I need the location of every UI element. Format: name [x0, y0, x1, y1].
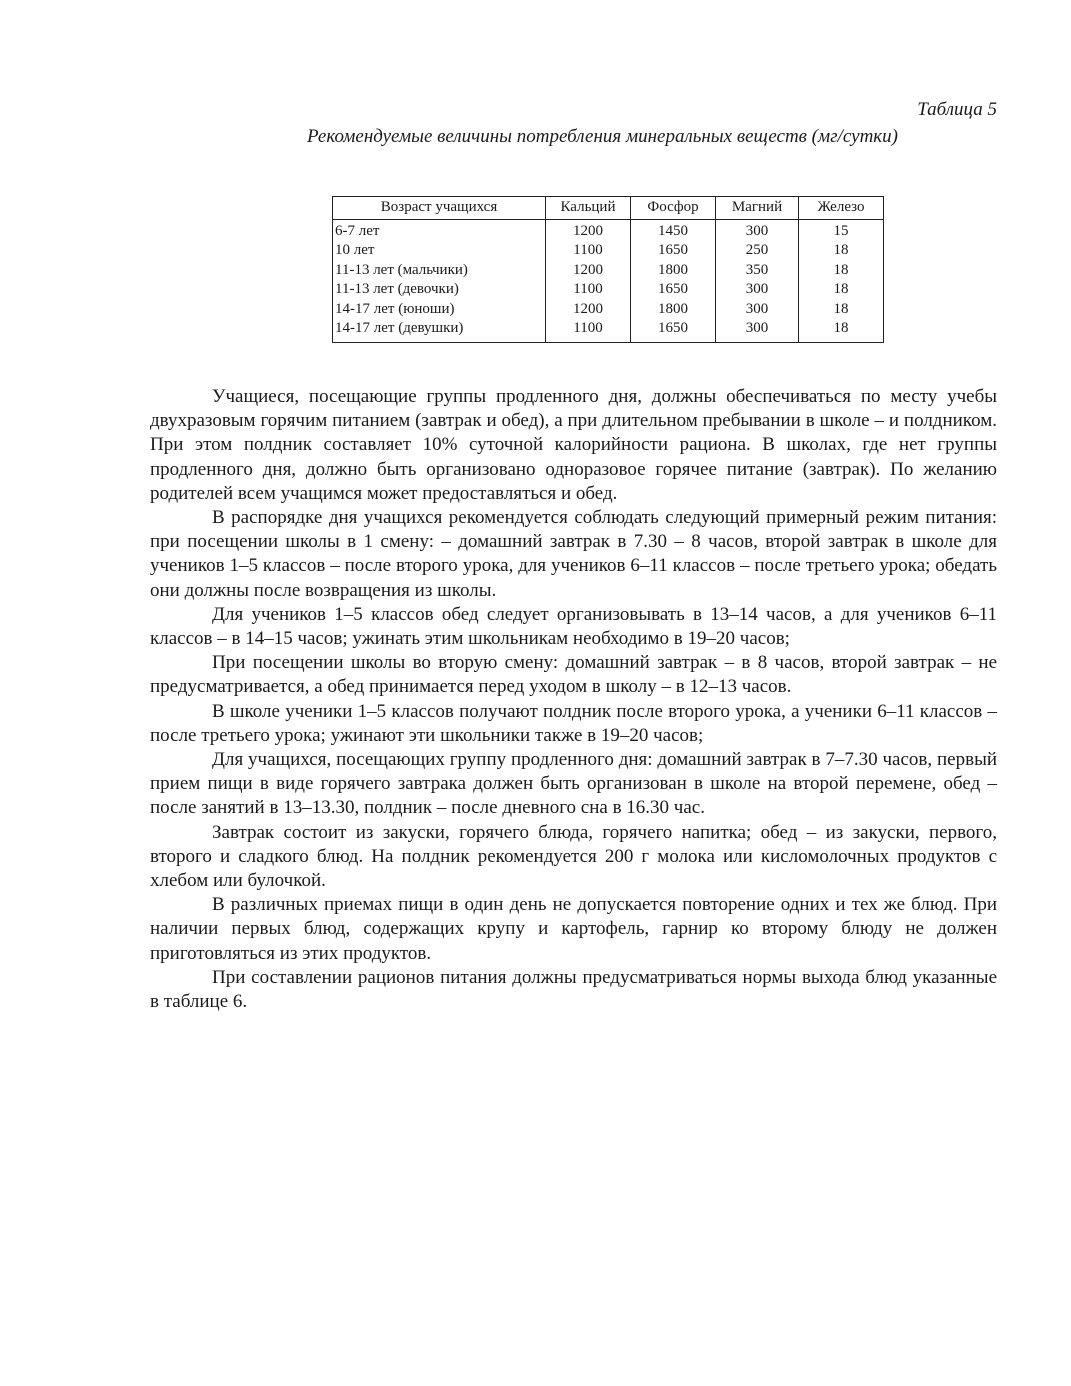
cell-magnesium: 300 [716, 220, 799, 242]
cell-age: 10 лет [333, 241, 546, 260]
cell-age: 6-7 лет [333, 220, 546, 242]
table-title: Рекомендуемые величины потребления минеральных веществ (мг/сутки) [306, 126, 899, 147]
cell-phosphorus: 1800 [631, 261, 716, 280]
minerals-table [332, 196, 884, 343]
cell-calcium: 1200 [546, 300, 631, 319]
header-calcium: Кальций [546, 197, 631, 220]
table-header-row [333, 197, 884, 220]
cell-iron: 15 [799, 220, 884, 242]
paragraph: В распорядке дня учащихся рекомендуется соблюдать следующий примерный режим питания: при посещении школы в 1 смену: – домашний завтрак в 7.30 – 8 часов, второй завтрак в школе для учеников 1–5 классов – после второго урока, для учеников 6–11 классов – после третьего урока; обедать они должны после возвращения из школы. [150, 507, 997, 601]
cell-magnesium: 300 [716, 300, 799, 319]
table-row [333, 241, 884, 260]
cell-magnesium: 300 [716, 319, 799, 343]
table-row [333, 261, 884, 280]
cell-iron: 18 [799, 241, 884, 260]
header-magnesium: Магний [716, 197, 799, 220]
cell-phosphorus: 1800 [631, 300, 716, 319]
paragraph: Завтрак состоит из закуски, горячего блюда, горячего напитка; обед – из закуски, первого, второго и сладкого блюд. На полдник рекомендуется 200 г молока или кисломолочных продуктов с хлебом или булочкой. [150, 821, 997, 892]
cell-magnesium: 250 [716, 241, 799, 260]
paragraph: Учащиеся, посещающие группы продленного дня, должны обеспечиваться по месту учебы двухразовым горячим питанием (завтрак и обед), а при длительном пребывании в школе – и полдником. При этом полдник составляет 10% суточной калорийности рациона. В школах, где нет группы продленного дня, должно быть организовано одноразовое горячее питание (завтрак). По желанию родителей всем учащимся может предоставляться и обед. [150, 386, 997, 504]
cell-iron: 18 [799, 319, 884, 343]
cell-age: 14-17 лет (юноши) [333, 300, 546, 319]
cell-age: 11-13 лет (девочки) [333, 280, 546, 299]
header-phosphorus: Фосфор [631, 197, 716, 220]
cell-calcium: 1200 [546, 220, 631, 242]
cell-age: 11-13 лет (мальчики) [333, 261, 546, 280]
cell-calcium: 1100 [546, 319, 631, 343]
cell-phosphorus: 1650 [631, 241, 716, 260]
paragraph: В различных приемах пищи в один день не допускается повторение одних и тех же блюд. При наличии первых блюд, содержащих крупу и картофель, гарнир ко второму блюду не должен приготовляться из этих продуктов. [150, 894, 997, 964]
cell-calcium: 1200 [546, 261, 631, 280]
cell-phosphorus: 1650 [631, 280, 716, 299]
body-text [150, 385, 997, 1014]
cell-age: 14-17 лет (девушки) [333, 319, 546, 343]
header-age: Возраст учащихся [333, 197, 546, 220]
paragraph: При составлении рационов питания должны предусматриваться нормы выхода блюд указанные в таблице 6. [150, 966, 997, 1013]
table-number: Таблица 5 [917, 99, 997, 120]
table-row [333, 319, 884, 343]
paragraph: Для учащихся, посещающих группу продленного дня: домашний завтрак в 7–7.30 часов, первый прием пищи в виде горячего завтрака должен быть организован в школе на второй перемене, обед – после занятий в 13–13.30, полдник – после дневного сна в 16.30 час. [150, 749, 997, 819]
cell-phosphorus: 1450 [631, 220, 716, 242]
cell-magnesium: 350 [716, 261, 799, 280]
cell-magnesium: 300 [716, 280, 799, 299]
table-row [333, 300, 884, 319]
cell-calcium: 1100 [546, 241, 631, 260]
cell-phosphorus: 1650 [631, 319, 716, 343]
paragraph: При посещении школы во вторую смену: домашний завтрак – в 8 часов, второй завтрак – не предусматривается, а обед принимается перед уходом в школу – в 12–13 часов. [150, 652, 997, 698]
paragraph: В школе ученики 1–5 классов получают полдник после второго урока, а ученики 6–11 классов – после третьего урока; ужинают эти школьники также в 19–20 часов; [150, 700, 997, 746]
header-iron: Железо [799, 197, 884, 220]
paragraph: Для учеников 1–5 классов обед следует организовывать в 13–14 часов, а для учеников 6–11 классов – в 14–15 часов; ужинать этим школьникам необходимо в 19–20 часов; [150, 603, 997, 650]
cell-calcium: 1100 [546, 280, 631, 299]
cell-iron: 18 [799, 261, 884, 280]
cell-iron: 18 [799, 300, 884, 319]
cell-iron: 18 [799, 280, 884, 299]
table-row [333, 220, 884, 242]
table-row [333, 280, 884, 299]
